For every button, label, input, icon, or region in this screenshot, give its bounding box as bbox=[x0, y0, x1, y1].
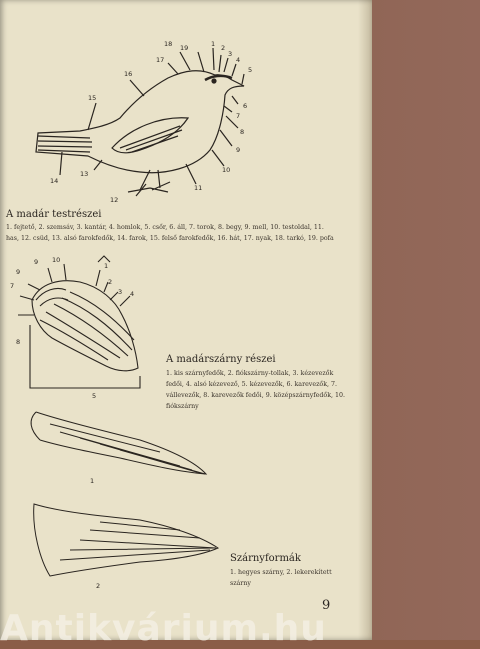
figure1-title: A madár testrészei bbox=[6, 209, 102, 220]
bird-label-19: 19 bbox=[180, 44, 189, 52]
wing-label-4: 4 bbox=[130, 290, 135, 298]
figure1-caption: 1. fejtető, 2. szemsáv, 3. kantár, 4. homlok, 5. csőr, 6. áll, 7. torok, 8. begy, 9. mell, 10. testoldal, 11. has, 12. csüd, 13. alsó farokfedők, 14. farok, 15. felső farokfedők, 16. hát, 17. nyak, 18. tarkó, 19. pofa bbox=[6, 224, 334, 242]
wing-label-1: 1 bbox=[104, 262, 109, 270]
bird-label-8: 8 bbox=[240, 128, 245, 136]
bird-label-10: 10 bbox=[222, 166, 231, 174]
wing-label-3: 3 bbox=[118, 288, 123, 296]
wing-label-8-top: 9 bbox=[16, 268, 21, 276]
wing-label-5: 5 bbox=[92, 392, 97, 400]
bird-label-4: 4 bbox=[236, 56, 241, 64]
bird-label-13: 13 bbox=[80, 170, 89, 178]
bird-label-15: 15 bbox=[88, 94, 97, 102]
wing-label-2: 2 bbox=[108, 278, 113, 286]
bird-label-14: 14 bbox=[50, 177, 59, 185]
wing-label-9: 9 bbox=[34, 258, 39, 266]
wingshape-label-2: 2 bbox=[96, 582, 101, 590]
wing-label-7: 7 bbox=[10, 282, 15, 290]
bird-label-6: 6 bbox=[243, 102, 248, 110]
bird-label-3: 3 bbox=[228, 50, 233, 58]
wingshape-label-1: 1 bbox=[90, 477, 95, 485]
bird-label-18: 18 bbox=[164, 40, 173, 48]
bird-label-17: 17 bbox=[156, 56, 165, 64]
bird-label-16: 16 bbox=[124, 70, 133, 78]
figure3-title: Szárnyformák bbox=[230, 553, 301, 564]
page-number: 9 bbox=[322, 598, 331, 613]
bird-label-1: 1 bbox=[211, 40, 216, 48]
bird-label-2: 2 bbox=[221, 44, 226, 52]
bird-label-11: 11 bbox=[194, 184, 203, 192]
watermark: Antikvárium.hu bbox=[0, 608, 327, 649]
bird-label-9: 9 bbox=[236, 146, 241, 154]
figure3-caption: 1. hegyes szárny, 2. lekerekített szárny bbox=[230, 569, 332, 587]
bird-label-7: 7 bbox=[236, 112, 241, 120]
figure2-caption: 1. kis szárnyfedők, 2. fiókszárny-tollak, 3. kézevezők fedői, 4. alsó kézevező, 5. kézevezők, 6. karevezők, 7. vállevezők, 8. karevezők fedői, 9. középszárnyfedők, 10. fiókszárny bbox=[166, 370, 346, 410]
figure2-title: A madárszárny részei bbox=[166, 354, 276, 365]
wing-label-8: 8 bbox=[16, 338, 21, 346]
bird-label-5: 5 bbox=[248, 66, 253, 74]
wing-label-10: 10 bbox=[52, 256, 61, 264]
bird-label-12: 12 bbox=[110, 196, 119, 204]
